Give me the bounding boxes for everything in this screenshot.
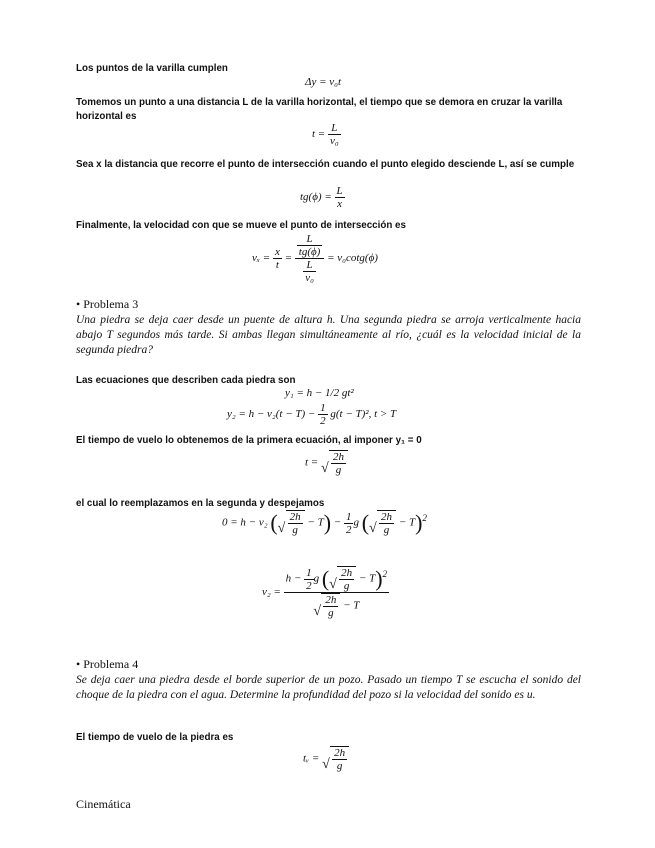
eq-rhs: = v₀cotg(ϕ) [327, 252, 378, 265]
square-root [313, 593, 340, 619]
eq-zero [222, 510, 427, 536]
para-tiempo-piedra: El tiempo de vuelo de la piedra es [76, 732, 234, 743]
numerator: 1 [320, 402, 326, 414]
eq-t-sqrt [305, 450, 348, 476]
numerator: 2h [289, 511, 301, 523]
para-reemplazamos: el cual lo reemplazamos en la segunda y despejamos [76, 498, 325, 509]
para-puntos-varilla: Los puntos de la varilla cumplen [76, 63, 228, 74]
g-symbol: g [313, 572, 320, 585]
fraction-half [304, 567, 314, 592]
problem-3-statement: Una piedra se deja caer desde un puente de altura h. Una segunda piedra se arroja verticalmente hacia abajo T segundos más tarde. Si ambas llegan simultáneamente al río, ¿cuál es la velocidad inicial de la segunda piedra? [76, 314, 581, 356]
para-tiempo-vuelo: El tiempo de vuelo lo obtenemos de la primera ecuación, al imponer y₁ = 0 [76, 435, 422, 446]
square-root [329, 566, 356, 592]
compound-fraction [295, 233, 325, 284]
numerator: L [336, 185, 343, 197]
denominator: v₀ [305, 272, 314, 284]
radical-sign-icon: √ [313, 604, 322, 619]
denominator: 2 [320, 415, 326, 427]
eq-lhs: t = [305, 456, 319, 469]
radicand [377, 510, 396, 536]
numerator: 2h [325, 594, 337, 606]
numerator: 2h [381, 511, 393, 523]
left-paren-icon: ( [270, 510, 278, 535]
fraction [328, 122, 341, 147]
numerator: L [303, 259, 316, 272]
left-paren-icon: ( [361, 510, 370, 535]
minus-t: − T [398, 516, 416, 529]
radicand [330, 746, 349, 772]
compound-denominator [295, 259, 325, 284]
denominator: g [335, 464, 342, 476]
fraction-x-t [273, 246, 282, 271]
numerator: 2h [341, 567, 353, 579]
eq-y2 [227, 402, 396, 427]
radical-sign-icon: √ [369, 521, 377, 536]
denominator: g [336, 760, 343, 772]
eq-tg-phi [300, 185, 345, 210]
eq-post: g(t − T)², t > T [330, 408, 397, 421]
eq-t-l-v0 [312, 122, 341, 147]
radicand [337, 566, 356, 592]
square-root [369, 510, 396, 536]
minus-t: − T [307, 516, 324, 529]
numerator: L [297, 233, 323, 246]
eq-lhs: t = [312, 128, 326, 141]
eq-lhs: vₓ = [252, 252, 271, 265]
eq-pre: y₂ = h − v₂(t − T) − [227, 408, 316, 421]
problem-3-title: • Problema 3 [76, 297, 139, 311]
fraction [335, 185, 345, 210]
para-finalmente: Finalmente, la velocidad con que se mueve el punto de intersección es [76, 220, 406, 231]
fraction [379, 511, 394, 536]
minus: − [333, 516, 342, 529]
eq-vx [252, 233, 378, 284]
minus-t: − T [343, 599, 360, 612]
minus-t: − T [358, 572, 376, 585]
numerator: 1 [306, 566, 312, 579]
radicand [286, 510, 305, 536]
fraction [339, 567, 354, 592]
square-root [278, 510, 305, 536]
denominator: x [337, 198, 342, 210]
fraction [288, 511, 303, 536]
exponent: 2 [382, 568, 388, 579]
left-paren-icon: ( [321, 566, 330, 591]
compound-numerator [284, 566, 389, 593]
denominator: g [328, 607, 334, 619]
denominator: 2 [345, 523, 352, 536]
para-ecuaciones: Las ecuaciones que describen cada piedra son [76, 375, 296, 386]
fraction [323, 594, 338, 619]
numerator: 2h [332, 451, 344, 463]
para-tomemos-punto: Tomemos un punto a una distancia L de la varilla horizontal, el tiempo que se demora en cruzar la varilla horizontal es [76, 97, 563, 122]
para-sea-x: Sea x la distancia que recorre el punto de intersección cuando el punto elegido desciende L, así se cumple [76, 159, 575, 170]
radicand [329, 450, 348, 476]
g-symbol: g [353, 516, 359, 529]
exponent: 2 [422, 512, 427, 523]
square-root [322, 746, 349, 772]
numerator: 2h [334, 747, 346, 759]
radicand [321, 593, 340, 619]
eq-y1: y₁ = h − 1/2 gt² [285, 387, 354, 399]
inner-fraction-bottom [303, 259, 316, 284]
eq-tv-sqrt [303, 746, 349, 772]
radical-sign-icon: √ [277, 521, 286, 536]
compound-numerator [295, 233, 325, 259]
eq-lhs: 0 = h − v₂ [222, 516, 268, 529]
denominator: t [275, 259, 279, 271]
fraction [331, 451, 346, 476]
problem-4-statement: Se deja caer una piedra desde el borde superior de un pozo. Pasado un tiempo T se escucha el sonido del choque de la piedra con el agua. Determine la profundidad del pozo si la velocidad del sonido es u. [76, 674, 581, 701]
eq-lhs: tg(ϕ) = [300, 191, 332, 204]
denominator: g [383, 524, 390, 536]
equals: = [284, 252, 293, 265]
right-paren-icon: ) [415, 510, 423, 535]
eq-lhs: v₂ = [262, 586, 281, 599]
numerator: 1 [345, 510, 352, 523]
problem-4-title: • Problema 4 [76, 657, 139, 671]
page-footer: Cinemática [76, 797, 131, 811]
denominator: 2 [306, 579, 312, 592]
radical-sign-icon: √ [320, 461, 329, 476]
right-paren-icon: ) [375, 566, 383, 591]
denominator: g [343, 580, 350, 592]
denominator: tg(ϕ) [298, 246, 321, 258]
radical-sign-icon: √ [329, 577, 337, 592]
compound-fraction [284, 566, 389, 619]
square-root [321, 450, 348, 476]
inner-fraction-top [297, 233, 323, 258]
denominator: v₀ [329, 135, 339, 147]
right-paren-icon: ) [323, 510, 332, 535]
denominator: g [292, 524, 298, 536]
numerator: L [328, 122, 341, 135]
eq-delta-y: Δy = v₀t [305, 76, 342, 88]
eq-lhs: tᵥ = [303, 752, 320, 765]
compound-denominator [284, 593, 389, 619]
eq-v2 [262, 566, 389, 619]
eq-pre: h − [285, 572, 302, 585]
fraction-half [318, 402, 328, 427]
numerator: x [274, 246, 280, 258]
fraction [332, 747, 347, 772]
radical-sign-icon: √ [322, 757, 330, 772]
